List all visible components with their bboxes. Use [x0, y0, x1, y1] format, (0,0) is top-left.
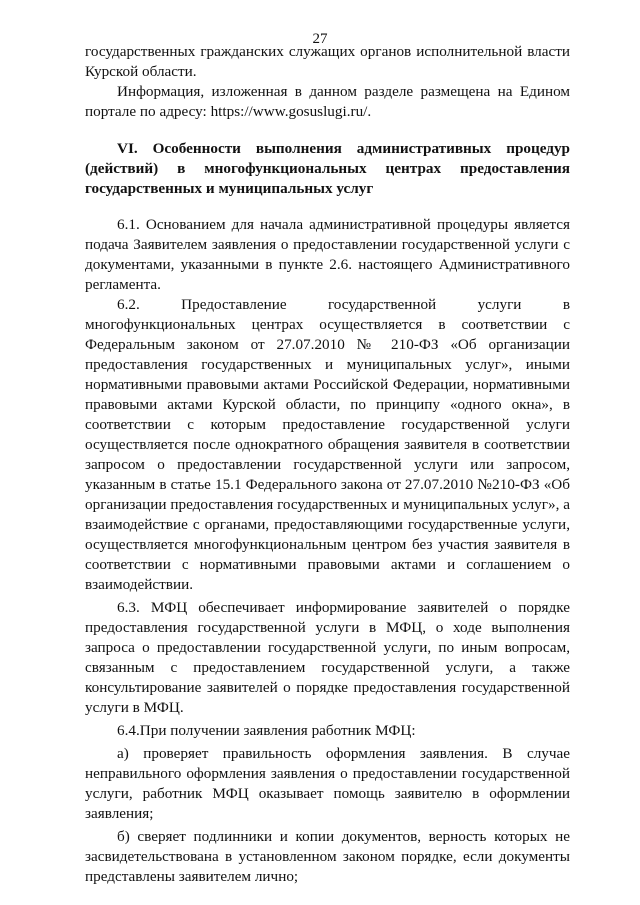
section-heading-line: государственных и муниципальных услуг	[85, 180, 374, 197]
text-line: услуги в МФЦ.	[85, 699, 184, 716]
text-line: Курской области.	[85, 63, 197, 80]
text-line: запроса о предоставлении государственной услуги, по иным вопросам,	[85, 639, 570, 656]
text-line: предоставления государственных и муниципальных услуг», иными	[85, 356, 570, 373]
text-line: государственных гражданских служащих органов исполнительной власти	[85, 43, 570, 60]
text-line: заявления;	[85, 805, 154, 822]
text-line: б) сверяет подлинники и копии документов, верность которых не	[117, 828, 570, 845]
text-line: запросом о предоставлении государственной услуги или запросом,	[85, 456, 570, 473]
text-line: взаимодействии.	[85, 576, 194, 593]
text-line: засвидетельствована в установленном законом порядке, если документы	[85, 848, 570, 865]
text-line: Информация, изложенная в данном разделе размещена на Едином	[117, 83, 570, 100]
text-line: правовыми актами Курской области, по принципу «одного окна», в	[85, 396, 570, 413]
text-line: представлены заявителем лично;	[85, 868, 299, 885]
text-line: портале по адресу: https://www.gosuslugi.ru/.	[85, 103, 372, 120]
text-line: многофункциональных центрах осуществляется в соответствии с	[85, 316, 570, 333]
text-line: а) проверяет правильность оформления заявления. В случае	[117, 745, 570, 762]
text-line: неправильного оформления заявления о предоставлении государственной	[85, 765, 570, 782]
text-line: указанным в статье 15.1 Федерального закона от 27.07.2010 №210-ФЗ «Об	[85, 476, 570, 493]
text-line: связанным с предоставлением государственной услуги, а также	[85, 659, 570, 676]
text-line: 6.2. Предоставление государственной услуги в	[117, 296, 570, 313]
text-line: 6.4.При получении заявления работник МФЦ:	[117, 722, 416, 739]
section-heading-line: (действий) в многофункциональных центрах предоставления	[85, 160, 570, 177]
page-number: 27	[312, 31, 328, 47]
text-line: 6.1. Основанием для начала административной процедуры является	[117, 216, 570, 233]
section-heading-line: VI. Особенности выполнения административных процедур	[117, 140, 570, 157]
text-line: услуги, работник МФЦ оказывает помощь заявителю в оформлении	[85, 785, 570, 802]
text-line: предоставления государственной услуги в МФЦ, о ходе выполнения	[85, 619, 570, 636]
text-line: документами, указанными в пункте 2.6. настоящего Административного	[85, 256, 570, 273]
text-line: подача Заявителем заявления о предоставлении государственной услуги с	[85, 236, 570, 253]
text-line: консультирование заявителей о порядке предоставления государственной	[85, 679, 570, 696]
text-line: нормативными правовыми актами Российской Федерации, нормативными	[85, 376, 570, 393]
text-line: организации предоставления государственных и муниципальных услуг», а	[85, 496, 570, 513]
text-line: Федеральным законом от 27.07.2010 № 210-ФЗ «Об организации	[85, 336, 570, 353]
text-line: осуществляется после однократного обращения заявителя в соответствии	[85, 436, 570, 453]
text-line: 6.3. МФЦ обеспечивает информирование заявителей о порядке	[117, 599, 570, 616]
text-line: соответствии с которым предоставление государственной услуги	[85, 416, 570, 433]
text-line: регламента.	[85, 276, 161, 293]
text-line: взаимодействие с органами, предоставляющими государственные услуги,	[85, 516, 570, 533]
text-line: осуществляется многофункциональным центром без участия заявителя в	[85, 536, 570, 553]
text-line: соответствии с нормативными правовыми актами и соглашением о	[85, 556, 570, 573]
